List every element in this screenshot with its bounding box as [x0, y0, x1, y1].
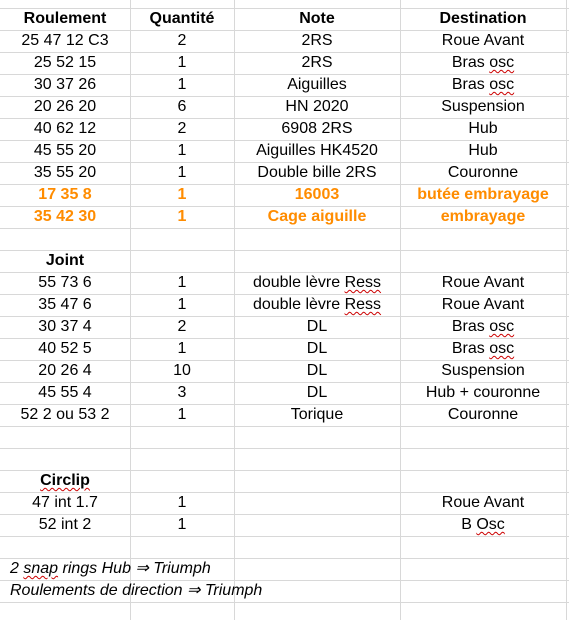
destination-cell[interactable] [400, 316, 566, 338]
note-snap-rings[interactable] [10, 558, 211, 580]
quantity-cell[interactable]: 3 [177, 384, 187, 401]
note-row [0, 580, 569, 602]
note-cell[interactable]: DL [306, 340, 328, 357]
quantity-cell[interactable]: 10 [173, 362, 191, 379]
note-cell[interactable]: 16003 [294, 186, 340, 203]
table-row-highlighted [0, 206, 569, 228]
misspelled-word: osc [489, 54, 515, 71]
quantity-cell[interactable]: 1 [177, 76, 187, 93]
destination-cell[interactable]: Roue Avant [441, 296, 525, 313]
header-destination[interactable]: Destination [439, 10, 527, 27]
destination-text: B [461, 516, 477, 533]
note-text: rings Hub ⇒ Triumph [58, 560, 211, 577]
table-row [0, 140, 569, 162]
joint-ref[interactable]: 20 26 4 [38, 362, 92, 379]
table-row [0, 30, 569, 52]
destination-text: Bras [451, 76, 490, 93]
note-cell[interactable] [234, 514, 400, 536]
misspelled-word: Osc [476, 516, 505, 533]
note-text: double lèvre [252, 274, 345, 291]
roulement-ref[interactable]: 40 62 12 [33, 120, 97, 137]
destination-cell[interactable] [400, 52, 566, 74]
destination-cell[interactable]: Couronne [447, 164, 519, 181]
destination-cell[interactable]: Hub + couronne [425, 384, 541, 401]
circlip-section-title[interactable] [0, 470, 130, 492]
header-row [0, 8, 569, 30]
destination-cell[interactable]: Hub [468, 142, 498, 159]
destination-cell[interactable]: Suspension [441, 362, 525, 379]
destination-text: Bras [451, 318, 490, 335]
roulement-ref[interactable]: 35 55 20 [33, 164, 97, 181]
quantity-cell[interactable]: 1 [177, 340, 187, 357]
destination-cell[interactable]: butée embrayage [417, 186, 549, 203]
quantity-cell[interactable]: 1 [177, 406, 187, 423]
roulement-ref[interactable]: 45 55 20 [33, 142, 97, 159]
header-note[interactable]: Note [299, 10, 335, 27]
destination-text: Bras [451, 340, 490, 357]
destination-cell[interactable]: Roue Avant [441, 32, 525, 49]
misspelled-word: Circlip [40, 472, 90, 489]
quantity-cell[interactable]: 1 [177, 208, 187, 225]
table-row [0, 382, 569, 404]
note-cell[interactable]: Aiguilles HK4520 [256, 142, 378, 159]
note-cell[interactable]: HN 2020 [285, 98, 349, 115]
table-row [0, 294, 569, 316]
table-row [0, 52, 569, 74]
destination-cell[interactable] [400, 74, 566, 96]
table-row [0, 338, 569, 360]
destination-cell[interactable]: Hub [468, 120, 498, 137]
note-text: double lèvre [252, 296, 345, 313]
note-cell[interactable] [234, 492, 400, 514]
quantity-cell[interactable]: 1 [177, 494, 187, 511]
note-cell[interactable]: DL [306, 318, 328, 335]
misspelled-word: snap [23, 560, 59, 577]
destination-cell[interactable]: Roue Avant [441, 274, 525, 291]
circlip-ref[interactable]: 52 int 2 [38, 516, 92, 533]
note-cell[interactable]: 6908 2RS [281, 120, 353, 137]
quantity-cell[interactable]: 1 [177, 296, 187, 313]
roulement-ref[interactable]: 25 47 12 C3 [21, 32, 109, 49]
destination-text: Bras [451, 54, 490, 71]
misspelled-word: Ress [344, 274, 382, 291]
note-cell[interactable]: Aiguilles [287, 76, 347, 93]
destination-cell[interactable]: Roue Avant [441, 494, 525, 511]
note-cell[interactable]: DL [306, 362, 328, 379]
destination-cell[interactable]: Suspension [441, 98, 525, 115]
table-row [0, 316, 569, 338]
note-cell[interactable] [234, 272, 400, 294]
section-title-row [0, 470, 569, 492]
circlip-ref[interactable]: 47 int 1.7 [32, 494, 98, 511]
row-divider [0, 602, 569, 603]
table-row [0, 74, 569, 96]
quantity-cell[interactable]: 1 [177, 142, 187, 159]
row-divider [0, 228, 569, 229]
joint-ref[interactable]: 45 55 4 [38, 384, 92, 401]
table-row [0, 96, 569, 118]
table-row [0, 360, 569, 382]
section-title-row [0, 250, 569, 272]
misspelled-word: osc [489, 340, 515, 357]
quantity-cell[interactable]: 2 [177, 318, 187, 335]
quantity-cell[interactable]: 1 [177, 164, 187, 181]
note-cell[interactable]: 2RS [301, 54, 333, 71]
joint-ref[interactable]: 40 52 5 [38, 340, 92, 357]
misspelled-word: Ress [344, 296, 382, 313]
note-cell[interactable]: DL [306, 384, 328, 401]
note-cell[interactable]: 2RS [301, 32, 333, 49]
table-row [0, 404, 569, 426]
note-roulements-direction[interactable]: Roulements de direction ⇒ Triumph [10, 582, 263, 599]
joint-ref[interactable]: 55 73 6 [38, 274, 92, 291]
quantity-cell[interactable]: 1 [177, 274, 187, 291]
misspelled-word: osc [489, 76, 515, 93]
table-row [0, 118, 569, 140]
note-cell[interactable]: Torique [290, 406, 344, 423]
table-row [0, 492, 569, 514]
quantity-cell[interactable]: 6 [177, 98, 187, 115]
quantity-cell[interactable]: 2 [177, 32, 187, 49]
quantity-cell[interactable]: 1 [177, 516, 187, 533]
joint-ref[interactable]: 35 47 6 [38, 296, 92, 313]
header-quantite[interactable]: Quantité [149, 10, 215, 27]
note-row [0, 558, 569, 580]
destination-cell[interactable] [400, 514, 566, 536]
roulement-ref[interactable]: 17 35 8 [38, 186, 92, 203]
roulement-ref[interactable]: 35 42 30 [33, 208, 97, 225]
note-cell[interactable]: Cage aiguille [267, 208, 367, 225]
quantity-cell[interactable]: 1 [177, 186, 187, 203]
header-roulement[interactable]: Roulement [23, 10, 107, 27]
table-row-highlighted [0, 184, 569, 206]
quantity-cell[interactable]: 2 [177, 120, 187, 137]
note-text: 2 [10, 560, 24, 577]
destination-cell[interactable]: Couronne [447, 406, 519, 423]
joint-section-title[interactable]: Joint [45, 252, 85, 269]
note-cell[interactable] [234, 294, 400, 316]
joint-ref[interactable]: 30 37 4 [38, 318, 92, 335]
joint-ref[interactable]: 52 2 ou 53 2 [20, 406, 110, 423]
destination-cell[interactable]: embrayage [440, 208, 526, 225]
row-divider [0, 426, 569, 427]
misspelled-word: osc [489, 318, 515, 335]
table-row [0, 272, 569, 294]
quantity-cell[interactable]: 1 [177, 54, 187, 71]
row-divider [0, 536, 569, 537]
table-row [0, 162, 569, 184]
roulement-ref[interactable]: 20 26 20 [33, 98, 97, 115]
table-row [0, 514, 569, 536]
roulement-ref[interactable]: 30 37 26 [33, 76, 97, 93]
destination-cell[interactable] [400, 338, 566, 360]
roulement-ref[interactable]: 25 52 15 [33, 54, 97, 71]
row-divider [0, 448, 569, 449]
note-cell[interactable]: Double bille 2RS [257, 164, 377, 181]
